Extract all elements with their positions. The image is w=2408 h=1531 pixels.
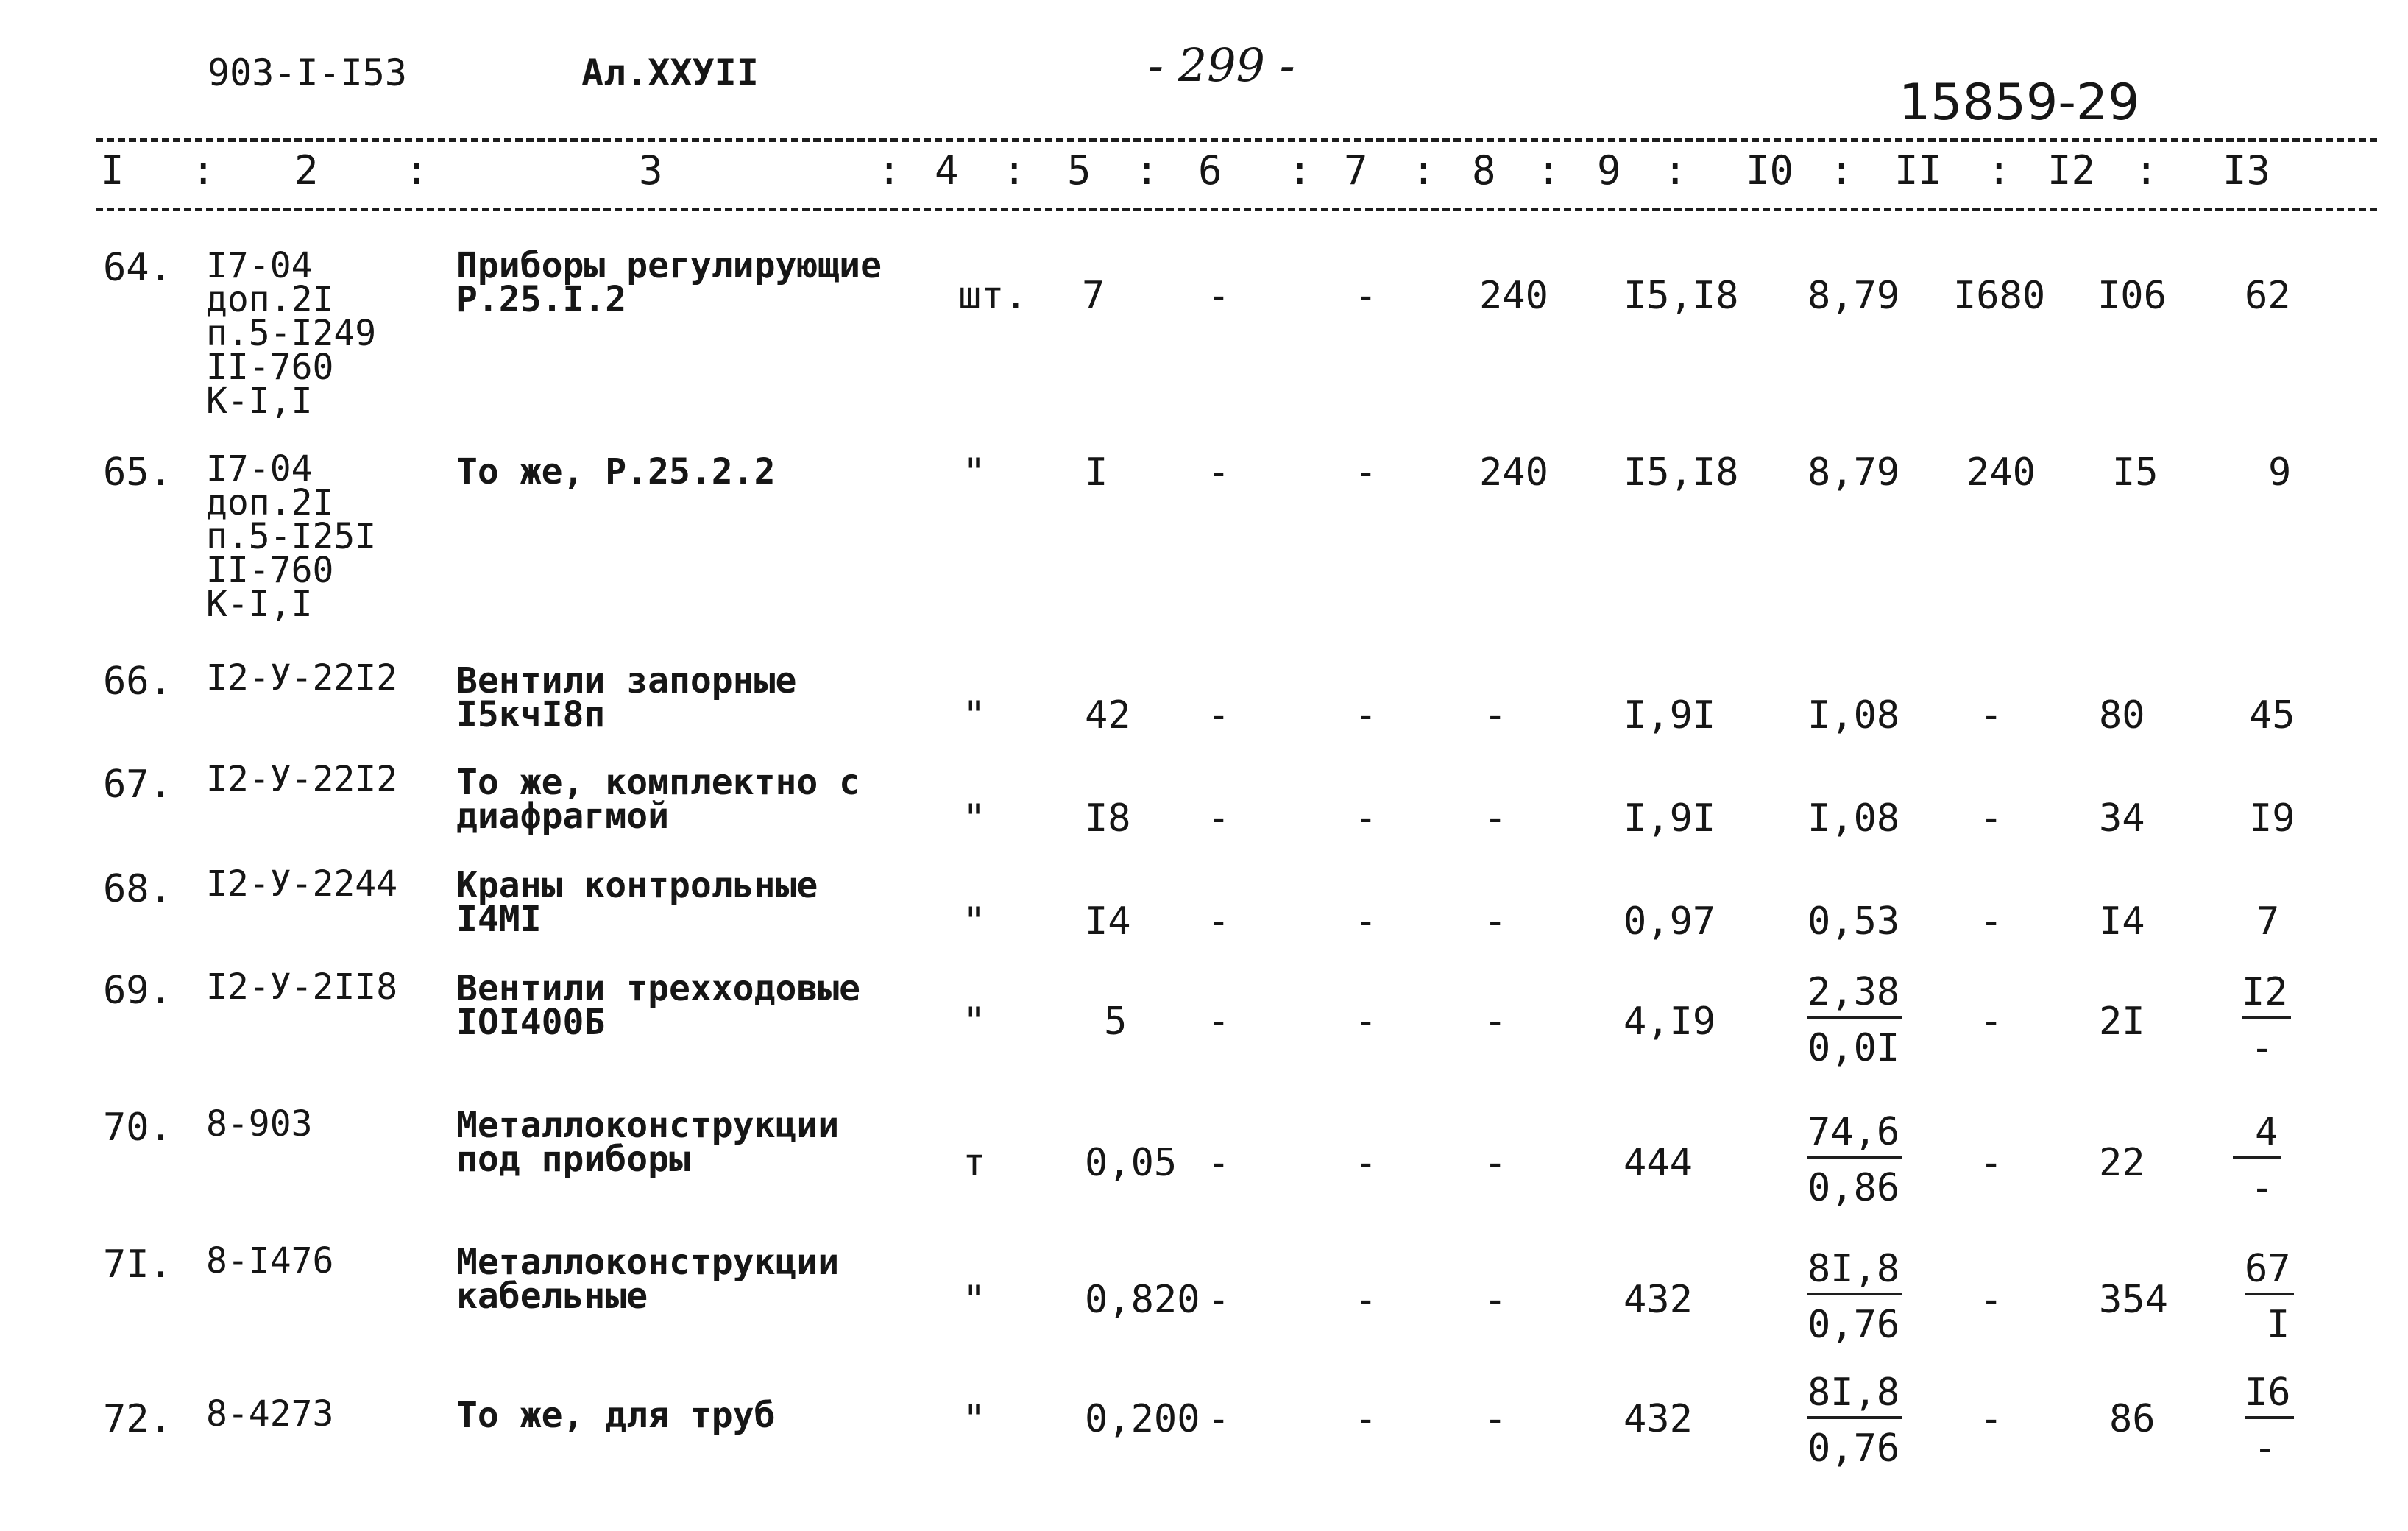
row-number: 72. — [103, 1397, 172, 1441]
fraction-denominator: 0,86 — [1807, 1166, 1900, 1210]
col-7-value: - — [1354, 274, 1378, 318]
item-name-line: кабельные — [456, 1276, 648, 1317]
col-8-value: - — [1484, 1278, 1507, 1322]
col-10-value: I,08 — [1807, 693, 1900, 738]
item-name — [456, 1242, 840, 1317]
col-header-2: 2 — [294, 147, 319, 194]
col-9-value: 4,I9 — [1623, 1000, 1716, 1044]
col-7-value: - — [1354, 1000, 1378, 1044]
item-name-line: диафрагмой — [456, 796, 669, 837]
col-8-value: - — [1484, 1000, 1507, 1044]
document-code: 903-I-I53 — [208, 52, 407, 94]
fraction-numerator: I2 — [2242, 970, 2291, 1019]
col-7-value: - — [1354, 796, 1378, 841]
item-name — [456, 660, 797, 735]
norm-code — [206, 1240, 334, 1281]
item-name-line: IOI400Б — [456, 1002, 606, 1043]
row-number: 68. — [103, 867, 172, 911]
col-11-value: - — [1980, 1141, 2003, 1185]
col-11-value: - — [1980, 1000, 2003, 1044]
row-number: 69. — [103, 969, 172, 1013]
col-12-value: 80 — [2099, 693, 2145, 738]
col-9-value: I,9I — [1623, 693, 1716, 738]
col-12-value: I06 — [2097, 274, 2167, 318]
col-header-13: I3 — [2223, 147, 2271, 194]
col-7-value: - — [1354, 450, 1378, 495]
fraction-denominator: - — [2251, 1026, 2274, 1070]
item-name — [456, 762, 861, 837]
item-name-line: I4МI — [456, 899, 542, 940]
unit: т — [963, 1141, 986, 1185]
fraction-numerator: 8I,8 — [1807, 1247, 1902, 1295]
fraction-numerator: 8I,8 — [1807, 1371, 1902, 1419]
col-13-value: 62 — [2245, 274, 2291, 318]
col-10-fraction — [1807, 1247, 1902, 1347]
fraction-numerator: 74,6 — [1807, 1110, 1902, 1159]
unit: " — [963, 1278, 986, 1322]
norm-code-line: 8-903 — [206, 1103, 313, 1145]
quantity: 7 — [1082, 274, 1105, 318]
col-6-value: - — [1207, 1141, 1230, 1185]
quantity: I — [1085, 450, 1108, 495]
item-name-line: Приборы регулирующие — [456, 245, 882, 286]
col-10-value: I,08 — [1807, 796, 1900, 841]
col-header-1: I — [100, 147, 124, 194]
col-9-value: 444 — [1623, 1141, 1693, 1185]
col-13-fraction — [2245, 1371, 2294, 1471]
col-6-value: - — [1207, 1278, 1230, 1322]
quantity: 0,820 — [1085, 1278, 1200, 1322]
col-9-value: I5,I8 — [1623, 274, 1739, 318]
col-12-value: 354 — [2099, 1278, 2168, 1322]
col-separator: : — [191, 147, 216, 194]
norm-code — [206, 1393, 334, 1435]
col-9-value: 432 — [1623, 1278, 1693, 1322]
col-8-value: 240 — [1479, 274, 1548, 318]
norm-code-line: доп.2I — [206, 279, 334, 320]
item-name-line: Металлоконструкции — [456, 1242, 840, 1283]
quantity: I8 — [1085, 796, 1131, 841]
row-number: 70. — [103, 1106, 172, 1150]
col-13-value: 9 — [2268, 450, 2292, 495]
col-9-value: I,9I — [1623, 796, 1716, 841]
item-name — [456, 1395, 776, 1436]
fraction-denominator: 0,0I — [1807, 1026, 1900, 1070]
norm-code — [206, 966, 398, 1008]
col-separator: : — [1412, 147, 1436, 194]
item-name-line: Металлоконструкции — [456, 1105, 840, 1146]
col-13-fraction — [2245, 1247, 2294, 1347]
norm-code-line: п.5-I249 — [206, 313, 377, 354]
fraction-numerator: 67 — [2245, 1247, 2294, 1295]
header-top-rule — [96, 138, 2377, 142]
fraction-denominator: 0,76 — [1807, 1426, 1900, 1471]
col-11-value: - — [1980, 693, 2003, 738]
norm-code-line: доп.2I — [206, 482, 334, 523]
col-6-value: - — [1207, 450, 1230, 495]
col-6-value: - — [1207, 1000, 1230, 1044]
row-number: 66. — [103, 660, 172, 704]
col-8-value: - — [1484, 899, 1507, 944]
col-separator: : — [1987, 147, 2011, 194]
row-number: 7I. — [103, 1242, 172, 1287]
norm-code — [206, 245, 377, 422]
col-header-6: 6 — [1198, 147, 1222, 194]
item-name-line: Краны контрольные — [456, 865, 818, 906]
col-12-value: I5 — [2112, 450, 2159, 495]
item-name-line: То же, комплектно с — [456, 762, 861, 803]
unit: " — [963, 1397, 986, 1441]
item-name-line: То же, Р.25.2.2 — [456, 451, 776, 492]
col-6-value: - — [1207, 274, 1230, 318]
col-11-value: 240 — [1966, 450, 2036, 495]
col-separator: : — [1537, 147, 1561, 194]
fraction-numerator: 4 — [2233, 1110, 2281, 1159]
handwritten-stamp: 15859-29 — [1899, 74, 2140, 132]
col-separator: : — [1135, 147, 1159, 194]
col-6-value: - — [1207, 693, 1230, 738]
fraction-denominator: I — [2267, 1303, 2290, 1347]
col-8-value: - — [1484, 796, 1507, 841]
col-6-value: - — [1207, 796, 1230, 841]
col-11-value: I680 — [1953, 274, 2046, 318]
row-number: 65. — [103, 450, 172, 495]
norm-code-line: 8-4273 — [206, 1393, 334, 1435]
quantity: 0,200 — [1085, 1397, 1200, 1441]
col-header-9: 9 — [1597, 147, 1621, 194]
unit: " — [963, 693, 986, 738]
fraction-denominator: - — [2251, 1166, 2274, 1210]
col-12-value: 86 — [2109, 1397, 2156, 1441]
col-11-value: - — [1980, 899, 2003, 944]
col-header-4: 4 — [935, 147, 959, 194]
col-separator: : — [2134, 147, 2159, 194]
col-13-fraction — [2242, 970, 2291, 1070]
col-7-value: - — [1354, 1141, 1378, 1185]
col-13-value: 7 — [2256, 899, 2280, 944]
col-7-value: - — [1354, 899, 1378, 944]
unit: " — [963, 899, 986, 944]
col-separator: : — [1663, 147, 1688, 194]
col-12-value: 34 — [2099, 796, 2145, 841]
quantity: 5 — [1104, 1000, 1127, 1044]
col-7-value: - — [1354, 1278, 1378, 1322]
col-11-value: - — [1980, 1278, 2003, 1322]
col-13-value: 45 — [2249, 693, 2295, 738]
col-9-value: 432 — [1623, 1397, 1693, 1441]
col-separator: : — [877, 147, 902, 194]
col-header-3: 3 — [639, 147, 663, 194]
header-bottom-rule — [96, 208, 2377, 211]
item-name — [456, 865, 818, 940]
col-10-fraction — [1807, 970, 1902, 1070]
item-name-line: Вентили запорные — [456, 660, 797, 701]
col-10-value: 8,79 — [1807, 450, 1900, 495]
item-name-line: Вентили трехходовые — [456, 968, 861, 1009]
col-7-value: - — [1354, 1397, 1378, 1441]
col-header-10: I0 — [1746, 147, 1794, 194]
col-13-fraction — [2233, 1110, 2281, 1210]
quantity: 0,05 — [1085, 1141, 1178, 1185]
col-13-value: I9 — [2249, 796, 2295, 841]
col-12-value: 2I — [2099, 1000, 2145, 1044]
col-6-value: - — [1207, 899, 1230, 944]
col-separator: : — [1288, 147, 1312, 194]
item-name — [456, 245, 882, 320]
norm-code-line: I7-04 — [206, 448, 313, 489]
col-separator: : — [405, 147, 429, 194]
unit: " — [963, 450, 986, 495]
norm-code — [206, 759, 398, 800]
norm-code — [206, 1103, 313, 1145]
norm-code-line: К-I,I — [206, 381, 313, 422]
col-9-value: I5,I8 — [1623, 450, 1739, 495]
norm-code-line: К-I,I — [206, 584, 313, 625]
page-number: - 299 - — [1148, 38, 1295, 92]
col-10-value: 8,79 — [1807, 274, 1900, 318]
fraction-numerator: 2,38 — [1807, 970, 1902, 1019]
col-header-5: 5 — [1067, 147, 1091, 194]
col-10-fraction — [1807, 1371, 1902, 1471]
col-11-value: - — [1980, 1397, 2003, 1441]
col-8-value: 240 — [1479, 450, 1548, 495]
col-header-12: I2 — [2047, 147, 2096, 194]
col-10-value: 0,53 — [1807, 899, 1900, 944]
fraction-denominator: 0,76 — [1807, 1303, 1900, 1347]
col-header-7: 7 — [1344, 147, 1368, 194]
album-number: Ал.XXУII — [581, 52, 759, 94]
item-name-line: То же, для труб — [456, 1395, 776, 1436]
norm-code-line: п.5-I25I — [206, 516, 377, 557]
row-number: 64. — [103, 246, 172, 290]
norm-code — [206, 448, 377, 625]
col-11-value: - — [1980, 796, 2003, 841]
norm-code — [206, 863, 398, 905]
unit: " — [963, 1000, 986, 1044]
norm-code-line: I2-У-2244 — [206, 863, 398, 905]
norm-code-line: I2-У-22I2 — [206, 759, 398, 800]
norm-code-line: II-760 — [206, 550, 334, 591]
norm-code-line: I2-У-22I2 — [206, 657, 398, 699]
col-10-fraction — [1807, 1110, 1902, 1210]
col-7-value: - — [1354, 693, 1378, 738]
quantity: 42 — [1085, 693, 1131, 738]
col-header-8: 8 — [1472, 147, 1496, 194]
unit: шт. — [958, 274, 1027, 318]
item-name-line: под приборы — [456, 1139, 690, 1180]
unit: " — [963, 796, 986, 841]
quantity: I4 — [1085, 899, 1131, 944]
col-12-value: I4 — [2099, 899, 2145, 944]
col-9-value: 0,97 — [1623, 899, 1716, 944]
item-name-line: I5кчI8п — [456, 694, 606, 735]
fraction-denominator: - — [2253, 1426, 2277, 1471]
item-name-line: Р.25.I.2 — [456, 279, 627, 320]
fraction-numerator: I6 — [2245, 1371, 2294, 1419]
norm-code-line: II-760 — [206, 347, 334, 388]
norm-code-line: 8-I476 — [206, 1240, 334, 1281]
col-12-value: 22 — [2099, 1141, 2145, 1185]
item-name — [456, 1105, 840, 1180]
col-8-value: - — [1484, 1397, 1507, 1441]
col-8-value: - — [1484, 1141, 1507, 1185]
row-number: 67. — [103, 763, 172, 807]
norm-code — [206, 657, 398, 699]
col-6-value: - — [1207, 1397, 1230, 1441]
col-separator: : — [1830, 147, 1854, 194]
col-header-11: II — [1894, 147, 1943, 194]
item-name — [456, 968, 861, 1043]
norm-code-line: I2-У-2II8 — [206, 966, 398, 1008]
item-name — [456, 451, 776, 492]
col-separator: : — [1002, 147, 1027, 194]
col-8-value: - — [1484, 693, 1507, 738]
norm-code-line: I7-04 — [206, 245, 313, 286]
